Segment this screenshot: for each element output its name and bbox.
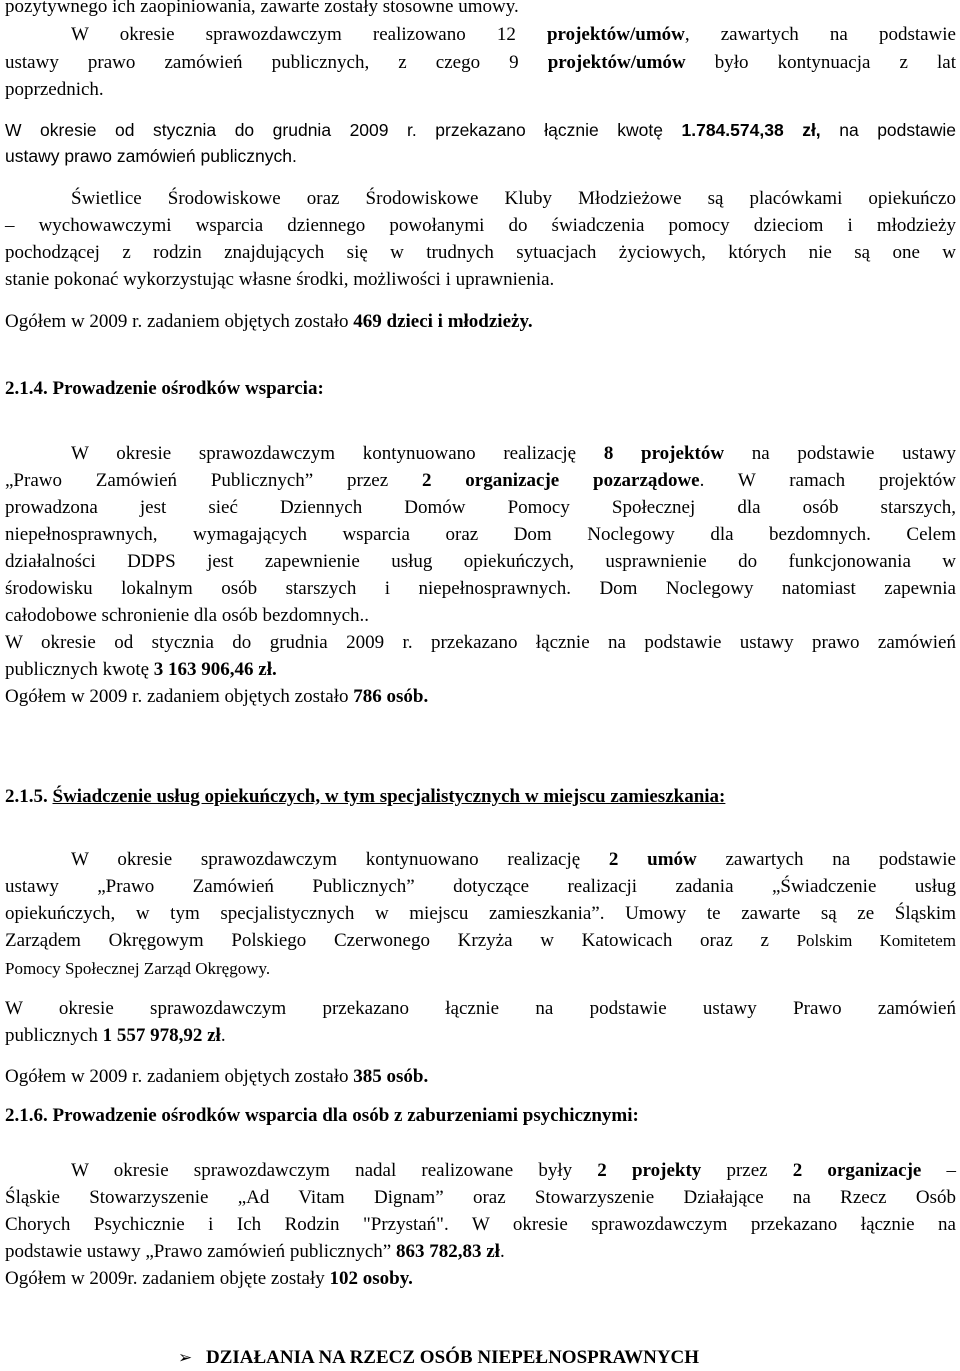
para-line: poprzednich. [5,79,104,100]
text: Ogółem w 2009r. zadaniem objęte zostały [5,1268,330,1289]
text: Zarządem Okręgowym Polskiego Czerwonego Krzyża w Katowicach oraz z [5,930,797,951]
text: przez [701,1160,793,1181]
heading-number: 2.1.5. [5,786,53,807]
bold-text: 8 projektów [603,443,725,464]
final-heading-text: DZIAŁANIA NA RZECZ OSÓB NIEPEŁNOSPRAWNYCH [206,1347,700,1368]
bold-text: 1 557 978,92 zł [102,1025,221,1046]
bold-text: 385 osób. [353,1066,429,1087]
bold-text: 2 organizacje pozarządowe [421,470,700,491]
para-line [5,22,956,48]
para-line: – wychowawczymi wsparcia dziennego powołanymi do świadczenia pomocy dzieciom i młodzieży [5,215,956,236]
para-line: W okresie sprawozdawczym przekazano łącznie na podstawie ustawy Prawo zamówień [5,998,956,1019]
text: . [220,1025,226,1046]
final-heading [178,1346,699,1370]
section-heading: 2.1.4. Prowadzenie ośrodków wsparcia: [5,378,324,399]
para-line [5,847,956,873]
bold-text: 2 projekty [597,1160,702,1181]
para-line: działalności DDPS jest zapewnienie usług opiekuńczych, usprawnienie do funkcjonowania w [5,551,956,572]
para-line: Śląskie Stowarzyszenie „Ad Vitam Dignam” oraz Stowarzyszenie Działające na Rzecz Osób [5,1187,956,1208]
para-line: W okresie od stycznia do grudnia 2009 r. przekazano łącznie na podstawie ustawy prawo zamówień [5,632,956,653]
para-line: ustawy „Prawo Zamówień Publicznych” dotyczące realizacji zadania „Świadczenie usług [5,876,956,897]
text: , zawartych na podstawie [684,24,956,45]
para-line: środowisku lokalnym osób starszych i niepełnosprawnych. Dom Noclegowy natomiast zapewnia [5,578,956,599]
section-heading: 2.1.6. Prowadzenie ośrodków wsparcia dla osób z zaburzeniami psychicznymi: [5,1105,639,1126]
text: zawartych na podstawie [696,849,956,870]
arrow-bullet-icon: ➢ [178,1348,193,1368]
section-heading [5,784,725,810]
text: W okresie sprawozdawczym realizowano 12 [71,24,547,45]
text: Ogółem w 2009 r. zadaniem objętych zostało [5,311,354,332]
bold-text: 863 782,83 zł [395,1241,500,1262]
text: podstawie ustawy „Prawo zamówień publicznych” [5,1241,396,1262]
bold-text: projektów/umów [547,52,686,73]
text: ustawy prawo zamówień publicznych, z czego 9 [5,52,548,73]
text: Polskim Komitetem [796,931,956,950]
text: . [499,1241,505,1262]
para-line: Świetlice Środowiskowe oraz Środowiskowe Kluby Młodzieżowe są placówkami opiekuńczo [71,188,956,209]
para-line [5,1266,956,1292]
para-line [5,50,956,76]
para-line: pozytywnego ich zaopiniowania, zawarte zostały stosowne umowy. [5,0,519,17]
para-line: stanie pokonać wykorzystując własne środki, możliwości i uprawnienia. [5,269,555,290]
heading-text: Świadczenie usług opiekuńczych, w tym specjalistycznych w miejscu zamieszkania: [52,786,726,807]
bold-text: 2 umów [608,849,697,870]
bold-text: projektów/umów [546,24,685,45]
para-line [5,309,956,335]
para-line: Pomocy Społecznej Zarząd Okręgowy. [5,959,271,978]
text: Ogółem w 2009 r. zadaniem objętych zostało [5,686,354,707]
bold-text: 102 osoby. [329,1268,413,1289]
text: było kontynuacja z lat [685,52,956,73]
text: W okresie od stycznia do grudnia 2009 r. przekazano łącznie kwotę [5,120,682,140]
para-line: pochodzącej z rodzin znajdujących się w trudnych sytuacjach życiowych, których nie są one w [5,242,956,263]
text: na podstawie ustawy [724,443,956,464]
para-line [5,657,956,683]
para-line: ustawy prawo zamówień publicznych. [5,146,297,166]
text: Ogółem w 2009 r. zadaniem objętych zostało [5,1066,354,1087]
bold-text: 3 163 906,46 zł. [153,659,277,680]
para-line [5,1158,956,1184]
text: – [921,1160,956,1181]
para-line [5,928,956,954]
para-line [5,1023,956,1049]
para-line [5,684,956,710]
para-line: Chorych Psychicznie i Ich Rodzin "Przystań". W okresie sprawozdawczym przekazano łącznie na [5,1214,956,1235]
para-line [5,441,956,467]
text: „Prawo Zamówień Publicznych” przez [5,470,422,491]
para-line [5,1239,956,1265]
para-line [5,1064,956,1090]
text: W okresie sprawozdawczym kontynuowano realizację [71,443,604,464]
para-line: całodobowe schronienie dla osób bezdomnych.. [5,605,370,626]
para-line [5,117,956,143]
text: W okresie sprawozdawczym kontynuowano realizację [71,849,609,870]
para-line: niepełnosprawnych, wymagających wsparcia oraz Dom Noclegowy dla bezdomnych. Celem [5,524,956,545]
text: publicznych kwotę [5,659,154,680]
text: na podstawie [820,120,956,140]
text: . W ramach projektów [699,470,956,491]
bold-text: 2 organizacje [792,1160,922,1181]
bold-text: 1.784.574,38 zł, [681,120,821,140]
bold-text: 786 osób. [353,686,429,707]
para-line: prowadzona jest sieć Dziennych Domów Pomocy Społecznej dla osób starszych, [5,497,956,518]
text: W okresie sprawozdawczym nadal realizowane były [71,1160,598,1181]
para-line: opiekuńczych, w tym specjalistycznych w miejscu zamieszkania”. Umowy te zawarte są ze Śląskim [5,903,956,924]
text: publicznych [5,1025,103,1046]
bold-text: 469 dzieci i młodzieży. [353,311,533,332]
para-line [5,468,956,494]
